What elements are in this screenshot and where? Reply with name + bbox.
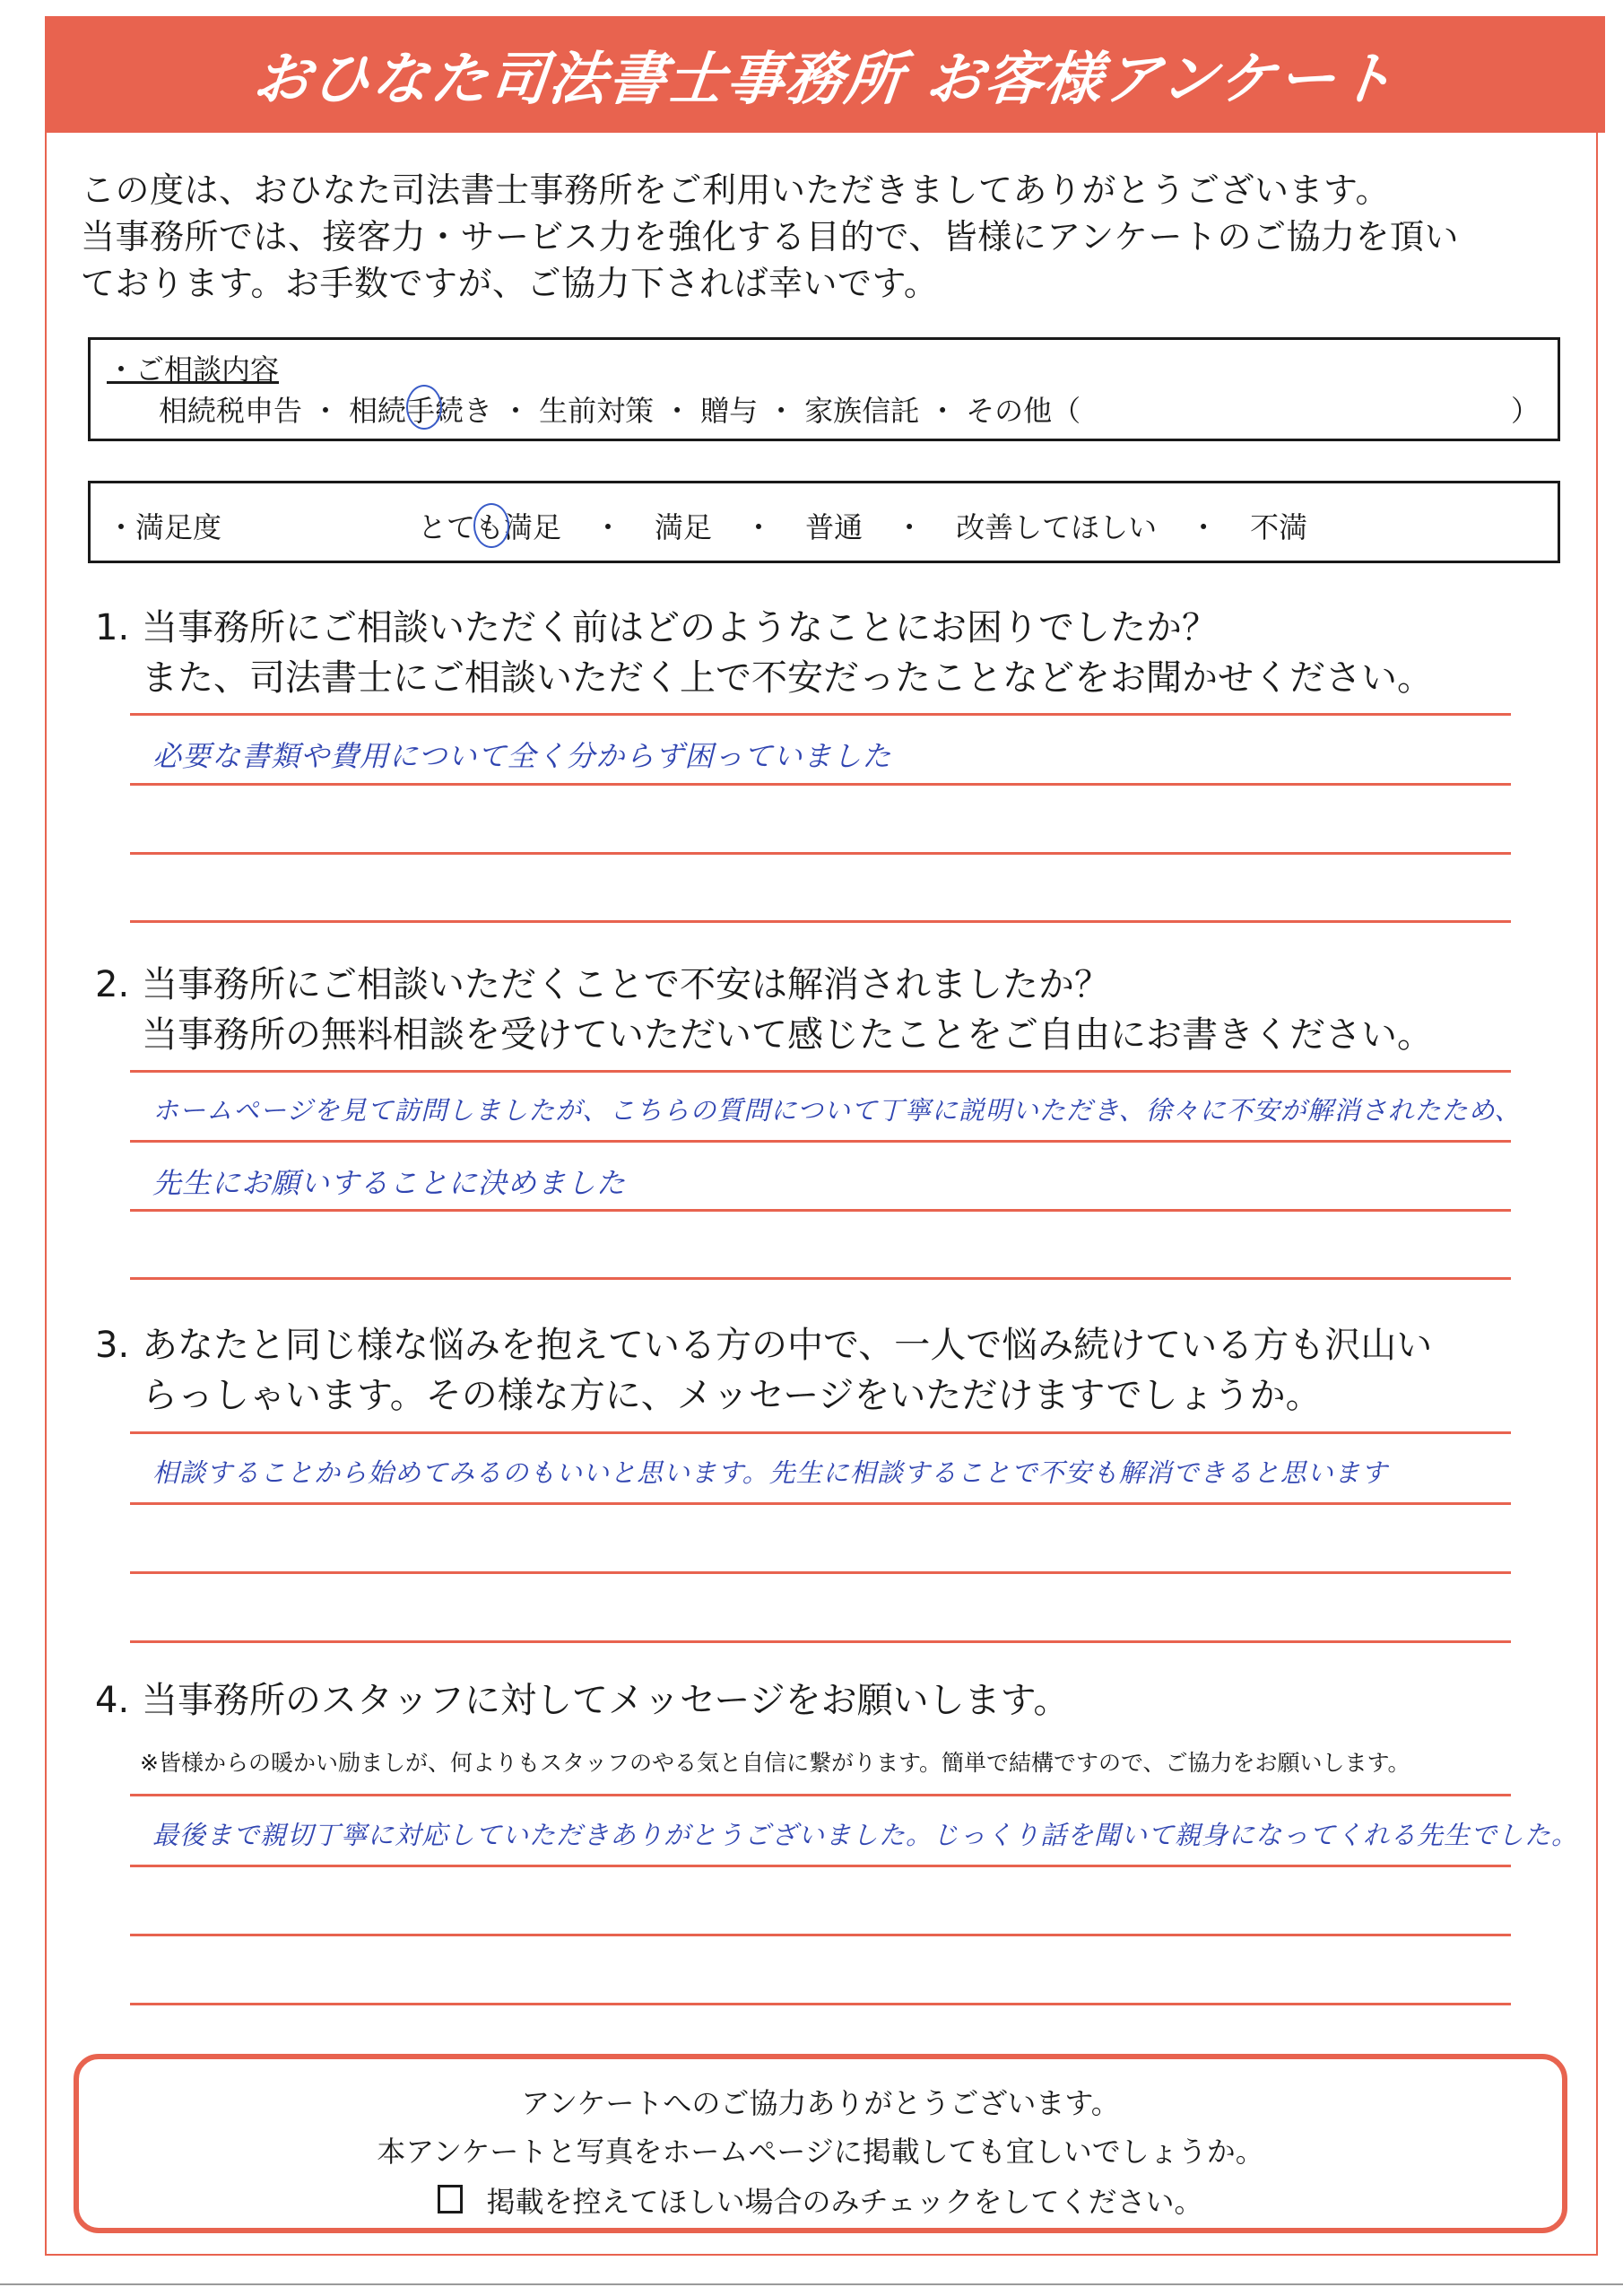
separator: ・ [744,510,774,544]
consultation-option-inheritance-procedure[interactable] [349,388,492,430]
intro-line: 当事務所では、接客力・サービス力を強化する目的で、皆様にアンケートのご協力を頂い [81,217,1459,257]
answer-rule [130,1277,1511,1280]
question-number: 2. [95,964,130,1005]
answer-rule [130,1571,1511,1574]
other-paren-close: ） [1510,394,1540,428]
checkbox-label: 掲載を控えてほしい場合のみチェックをしてください。 [486,2185,1203,2219]
question-text: また、司法書士にご相談いただく上で不安だったことなどをお聞かせください。 [142,657,1433,699]
survey-header [45,16,1605,133]
question-text: らっしゃいます。その様な方に、メッセージをいただけますでしょうか。 [142,1375,1322,1416]
satisfaction-option-satisfied[interactable]: 満足 [655,510,713,544]
separator: ・ [928,394,958,428]
answer-rule [130,920,1511,923]
consultation-option-estate-planning[interactable]: 生前対策 [539,394,655,428]
intro-text [81,167,1587,307]
consultation-option-family-trust[interactable]: 家族信託 [804,394,920,428]
answer-rule [130,1431,1511,1434]
separator: ・ [1189,510,1219,544]
separator: ・ [501,394,531,428]
satisfaction-box [88,481,1560,563]
answer-rule [130,713,1511,716]
answer-rule [130,1640,1511,1643]
question-1 [95,603,1584,703]
question-text: 当事務所にご相談いただく前はどのようなことにお困りでしたか？ [142,607,1218,648]
answer-rule [130,1070,1511,1073]
option-text: とても満足 [418,510,562,544]
option-text: 相続手続き [349,394,493,428]
separator: ・ [311,394,341,428]
question-4 [95,1675,1584,1726]
answer-rule [130,1794,1511,1796]
intro-line: この度は、おひなた司法書士事務所をご利用いただきましてありがとうございます。 [81,170,1390,210]
question-number: 4. [95,1680,130,1721]
question-2 [95,960,1584,1060]
page-edge-line [0,2283,1623,2285]
footer-question: 本アンケートと写真をホームページに掲載しても宜しいでしょうか。 [377,2135,1264,2169]
satisfaction-option-very-satisfied[interactable] [418,505,561,546]
consultation-option-other[interactable]: その他（ [966,394,1081,428]
answer-rule [130,852,1511,855]
footer-consent-box [74,2054,1567,2233]
question-text: 当事務所の無料相談を受けていただいて感じたことをご自由にお書きください。 [142,1014,1433,1056]
answer-rule [130,783,1511,786]
footer-thanks: アンケートへのご協力ありがとうございます。 [521,2086,1120,2120]
answer-line[interactable]: 相談することから始めてみるのもいいと思います。先生に相談することで不安も解消できると思います [152,1457,1388,1488]
no-publish-checkbox[interactable] [438,2185,463,2213]
satisfaction-option-needs-improvement[interactable]: 改善してほしい [956,510,1158,544]
consultation-box [88,337,1560,441]
answer-rule [130,2003,1511,2005]
answer-line[interactable]: 最後まで親切丁寧に対応していただきありがとうございました。じっくり話を聞いて親身になってくれる先生でした。 [152,1820,1579,1850]
separator: ・ [594,510,623,544]
footer-checkbox-row [79,2179,1562,2221]
satisfaction-options [418,505,1307,546]
question-text: 当事務所のスタッフに対してメッセージをお願いします。 [142,1680,1070,1721]
answer-line[interactable]: 必要な書類や費用について全く分からず困っていました [152,739,892,773]
consultation-option-inheritance-tax[interactable]: 相続税申告 [159,394,303,428]
satisfaction-label: ・満足度 [107,510,222,544]
separator: ・ [895,510,924,544]
satisfaction-option-dissatisfied[interactable]: 不満 [1250,510,1308,544]
satisfaction-option-neutral[interactable]: 普通 [805,510,864,544]
consultation-options [159,388,1540,430]
answer-rule [130,1209,1511,1212]
answer-rule [130,1502,1511,1505]
question-text: あなたと同じ様な悩みを抱えている方の中で、一人で悩み続けている方も沢山い [142,1325,1433,1366]
separator: ・ [767,394,796,428]
survey-title: おひなた司法書士事務所 お客様アンケート [249,47,1400,113]
consultation-label: ・ご相談内容 [107,352,280,387]
question-3 [95,1320,1584,1421]
question-text: 当事務所にご相談いただくことで不安は解消されましたか？ [142,964,1110,1005]
answer-rule [130,1865,1511,1867]
question-4-note: ※皆様からの暖かい励ましが、何よりもスタッフのやる気と自信に繋がります。簡単で結構ですので、ご協力をお願いします。 [140,1750,1410,1776]
question-number: 3. [95,1325,130,1366]
answer-rule [130,1140,1511,1143]
separator: ・ [663,394,692,428]
answer-line[interactable]: ホームページを見て訪問しましたが、こちらの質問について丁寧に説明いただき、徐々に不安が解消されたため、 [152,1095,1522,1126]
answer-line[interactable]: 先生にお願いすることに決めました [152,1166,627,1200]
consultation-option-gift[interactable]: 贈与 [700,394,759,428]
answer-rule [130,1934,1511,1936]
intro-line: ております。お手数ですが、ご協力下されば幸いです。 [81,264,939,303]
question-number: 1. [95,607,130,648]
